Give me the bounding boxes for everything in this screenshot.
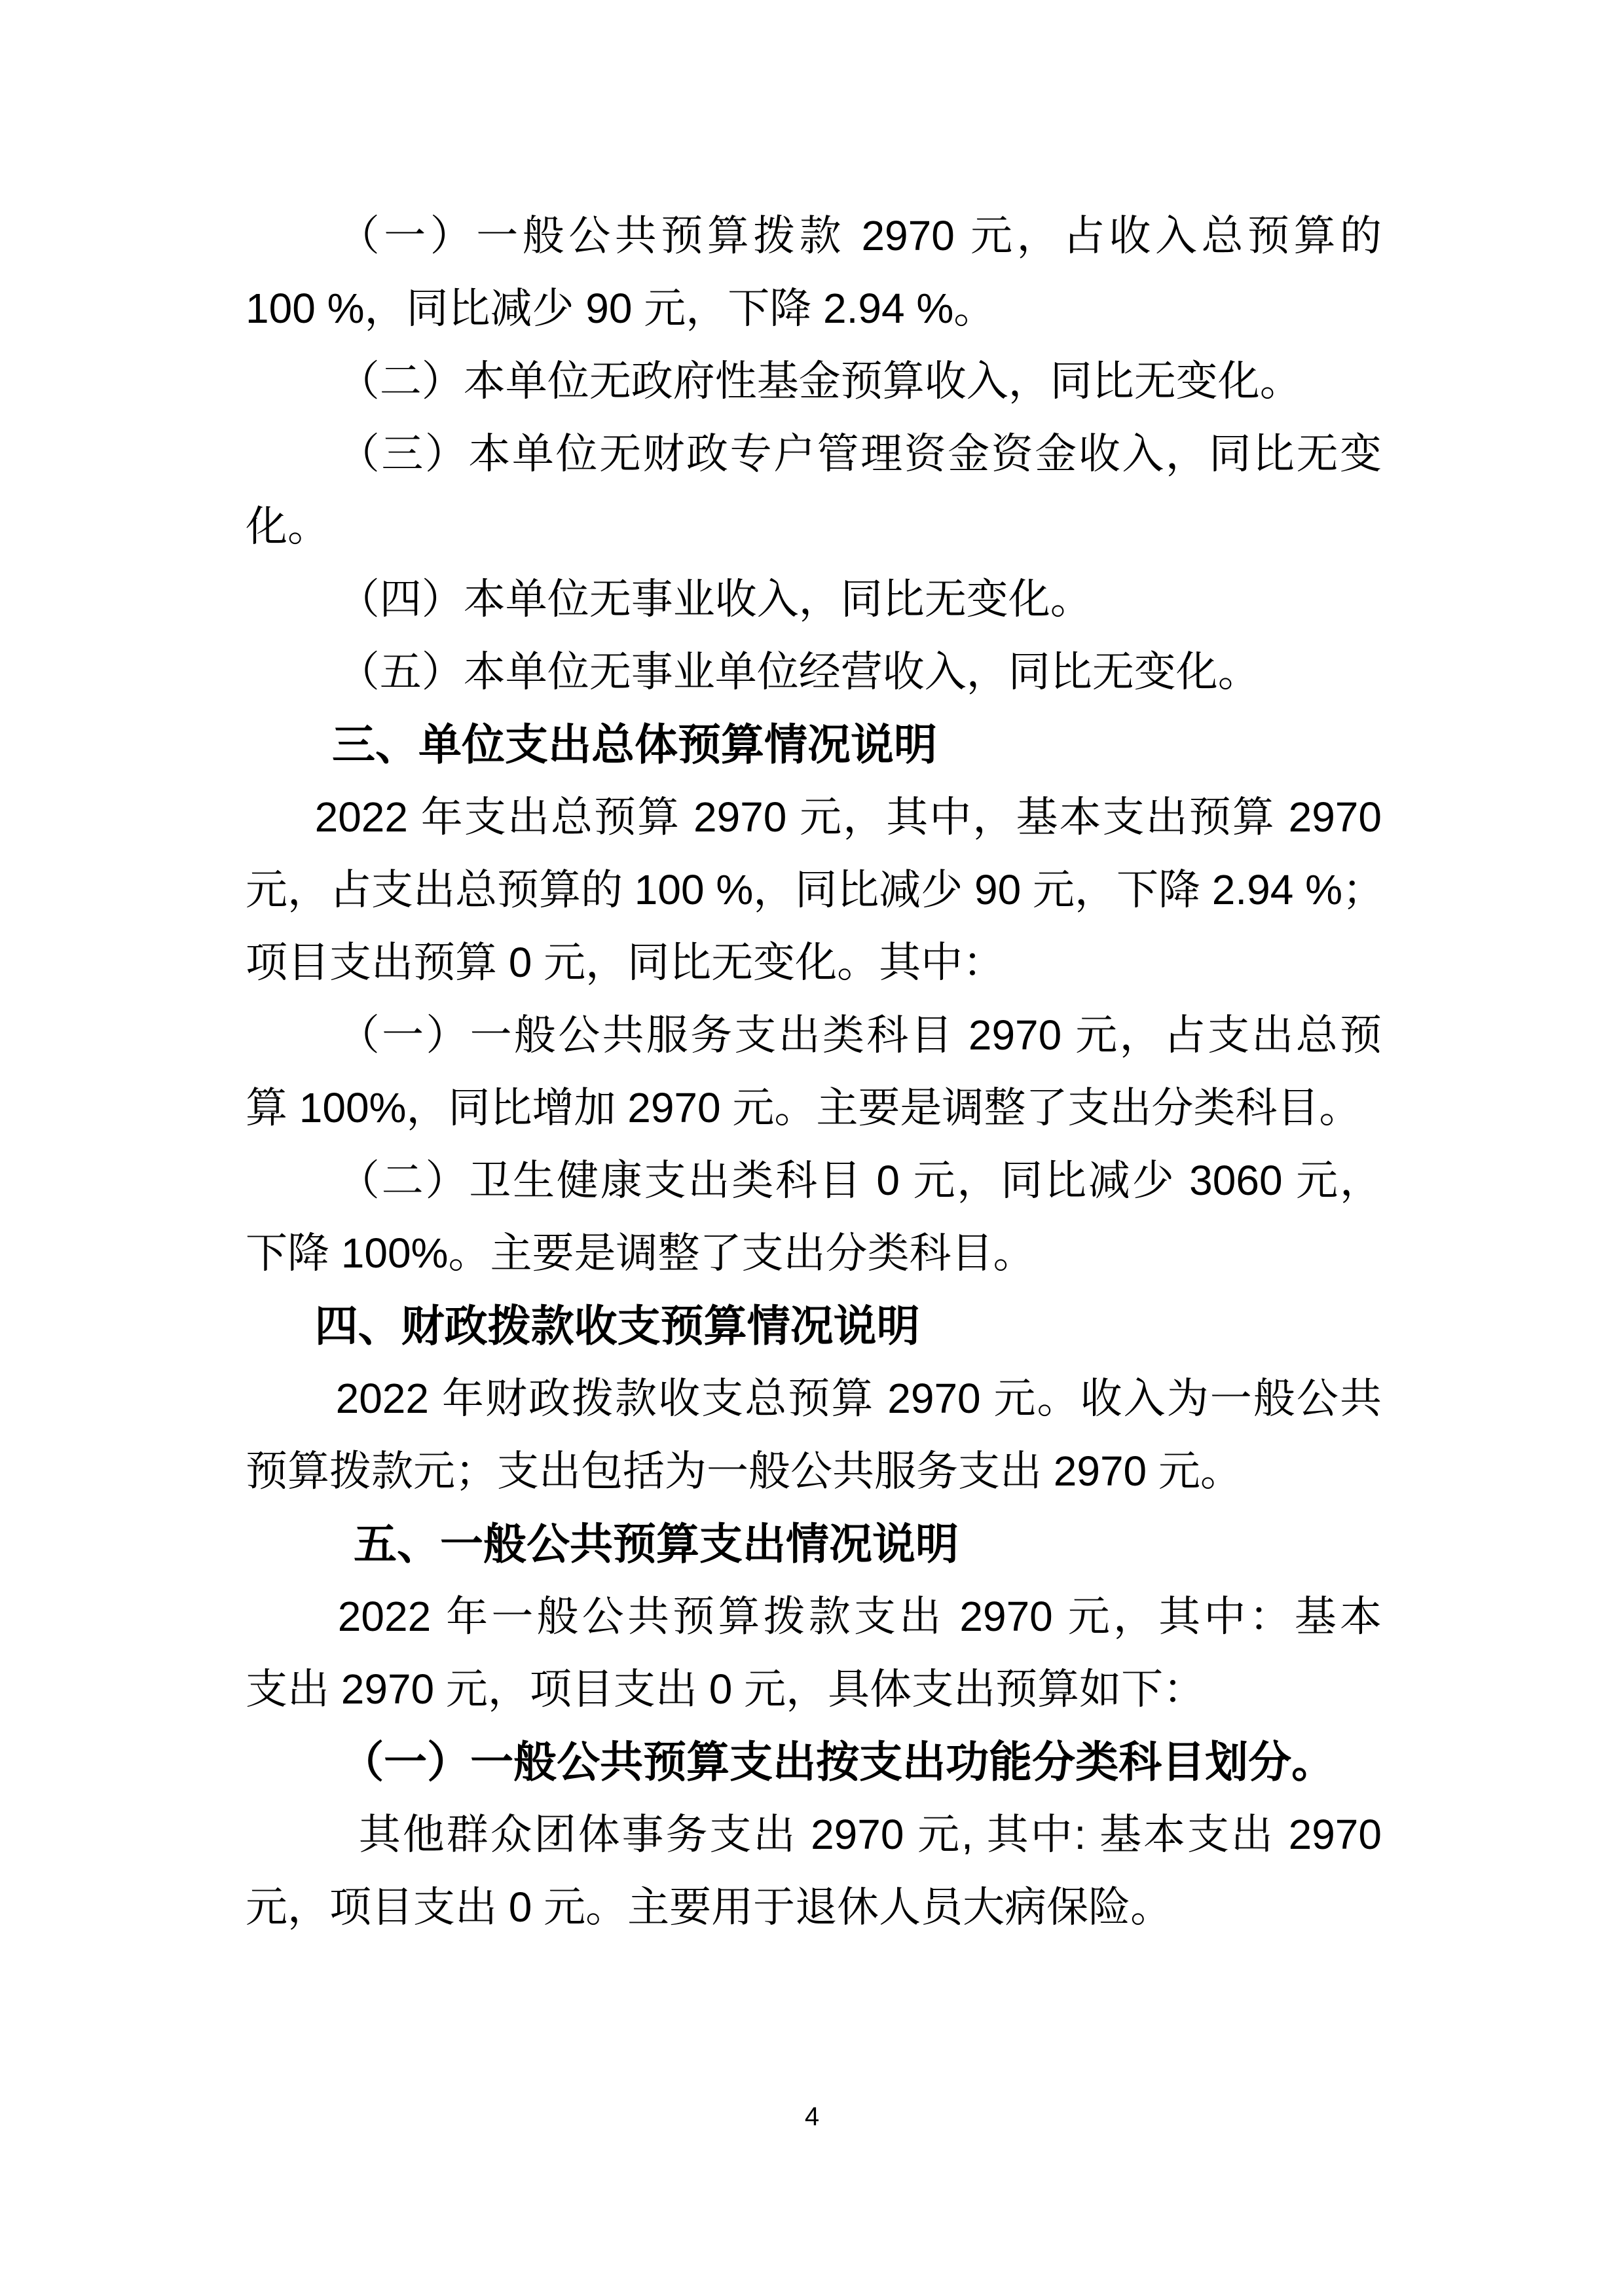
section-heading: （一）一般公共预算支出按支出功能分类科目划分。 xyxy=(341,1738,1335,1786)
section-heading: 四、财政拨款收支预算情况说明 xyxy=(314,1302,920,1350)
text-line: 支出 2970 元，项目支出 0 元，具体支出预算如下： xyxy=(246,1666,1206,1713)
text-line: 元，项目支出 0 元。主要用于退休人员大病保险。 xyxy=(246,1884,1173,1931)
text-line: （一）一般公共服务支出类科目 2970 元，占支出总预 xyxy=(337,1011,1382,1059)
text-line: 项目支出预算 0 元，同比无变化。其中： xyxy=(246,939,1005,986)
page-number: 4 xyxy=(804,2102,820,2131)
text-line: （四）本单位无事业收入，同比无变化。 xyxy=(337,575,1092,623)
text-line: （三）本单位无财政专户管理资金资金收入，同比无变 xyxy=(337,430,1382,477)
text-line: 2022 年支出总预算 2970 元，其中，基本支出预算 2970 xyxy=(314,793,1382,841)
text-line: 其他群众团体事务支出 2970 元, 其中: 基本支出 2970 xyxy=(358,1811,1382,1858)
text-line: （二）卫生健康支出类科目 0 元，同比减少 3060 元， xyxy=(337,1157,1382,1204)
page-content xyxy=(246,200,1385,1944)
text-line: 预算拨款元；支出包括为一般公共服务支出 2970 元。 xyxy=(246,1448,1242,1495)
text-line: （二）本单位无政府性基金预算收入，同比无变化。 xyxy=(337,357,1302,405)
text-line: 元，占支出总预算的 100 %，同比减少 90 元，下降 2.94 %； xyxy=(246,866,1385,913)
text-line: 下降 100%。主要是调整了支出分类科目。 xyxy=(246,1230,1035,1277)
text-line: （五）本单位无事业单位经营收入，同比无变化。 xyxy=(337,648,1260,695)
text-line: 算 100%，同比增加 2970 元。主要是调整了支出分类科目。 xyxy=(246,1084,1361,1131)
section-heading: 五、一般公共预算支出情况说明 xyxy=(354,1520,959,1568)
text-line: 100 %，同比减少 90 元，下降 2.94 %。 xyxy=(246,285,996,332)
text-line: 化。 xyxy=(246,503,329,550)
text-line: （一）一般公共预算拨款 2970 元，占收入总预算的 xyxy=(337,212,1382,259)
text-line: 2022 年财政拨款收支总预算 2970 元。收入为一般公共 xyxy=(335,1375,1382,1422)
section-heading: 三、单位支出总体预算情况说明 xyxy=(332,720,937,769)
text-line: 2022 年一般公共预算拨款支出 2970 元，其中：基本 xyxy=(337,1593,1382,1640)
